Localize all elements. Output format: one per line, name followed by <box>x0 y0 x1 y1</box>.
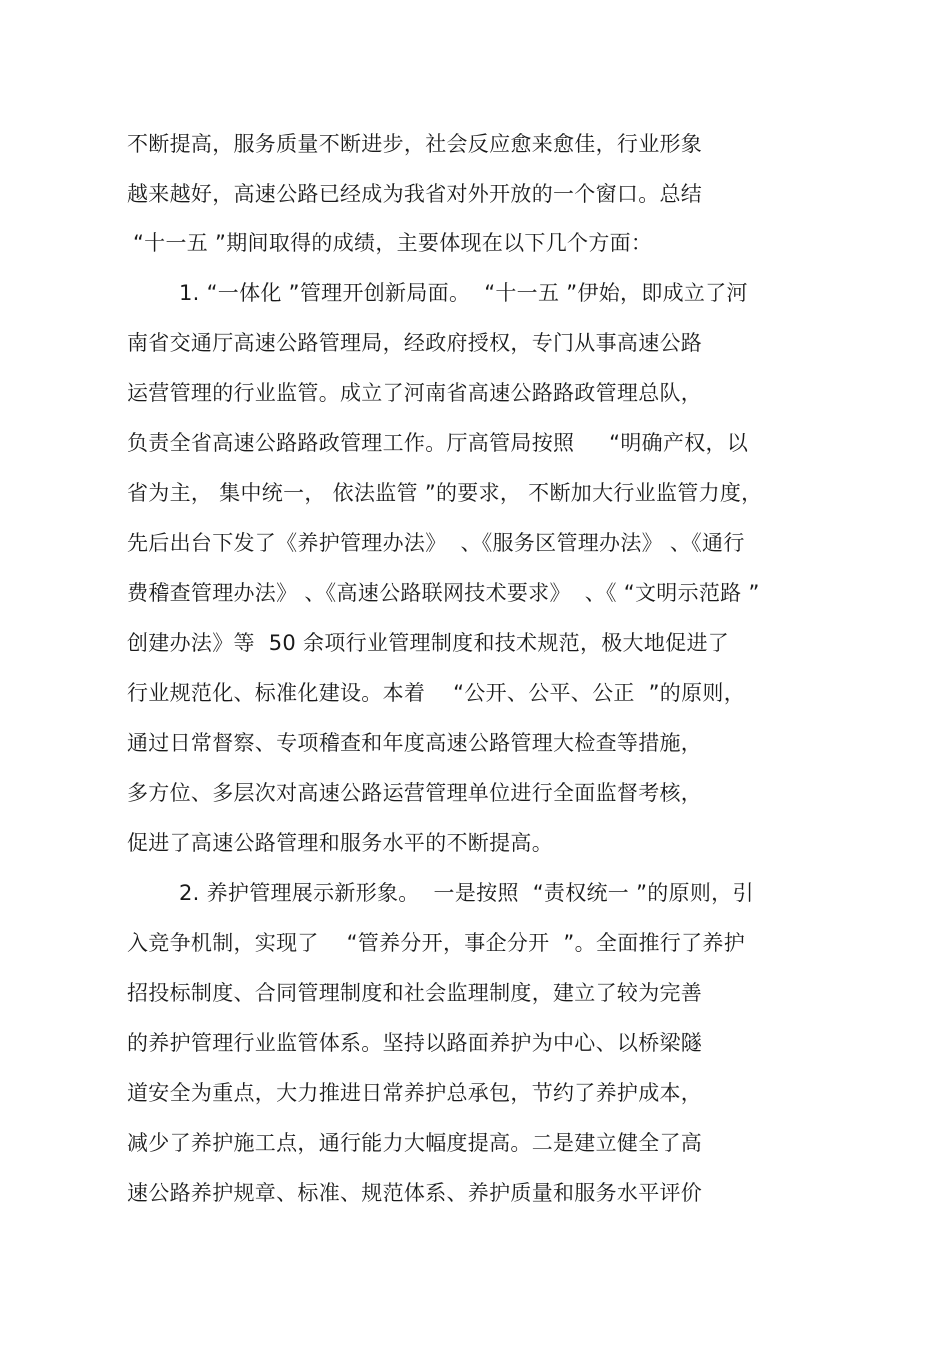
text-line: 行业规范化、标准化建设。本着 “公开、公平、公正 ”的原则， <box>127 681 746 705</box>
text-line: 多方位、多层次对高速公路运营管理单位进行全面监督考核， <box>127 781 703 805</box>
text-line: 入竞争机制，实现了 “管养分开，事企分开 ”。全面推行了养护 <box>127 931 746 955</box>
text-line: 负责全省高速公路路政管理工作。厅高管局按照 “明确产权，以 <box>127 431 749 455</box>
text-line: 运营管理的行业监管。成立了河南省高速公路路政管理总队， <box>127 381 703 405</box>
text-line: 速公路养护规章、标准、规范体系、养护质量和服务水平评价 <box>127 1181 703 1205</box>
text-line: 费稽查管理办法》 、《高速公路联网技术要求》 、《 “文明示范路 ” <box>127 581 760 605</box>
text-line: 创建办法》等 50 余项行业管理制度和技术规范，极大地促进了 <box>127 631 730 655</box>
text-line: “十一五 ”期间取得的成绩，主要体现在以下几个方面： <box>133 231 653 255</box>
text-line: 通过日常督察、专项稽查和年度高速公路管理大检查等措施， <box>127 731 703 755</box>
text-line: 不断提高，服务质量不断进步，社会反应愈来愈佳，行业形象 <box>127 132 703 156</box>
text-line: 省为主， 集中统一， 依法监管 ”的要求， 不断加大行业监管力度， <box>127 481 763 505</box>
text-line: 1. “一体化 ”管理开创新局面。 “十一五 ”伊始，即成立了河 <box>179 281 748 305</box>
text-line: 先后出台下发了《养护管理办法》 、《服务区管理办法》 、《通行 <box>127 531 745 555</box>
text-line: 2. 养护管理展示新形象。 一是按照 “责权统一 ”的原则，引 <box>179 881 754 905</box>
text-line: 招投标制度、合同管理制度和社会监理制度，建立了较为完善 <box>127 981 703 1005</box>
text-line: 的养护管理行业监管体系。坚持以路面养护为中心、以桥梁隧 <box>127 1031 703 1055</box>
text-line: 减少了养护施工点，通行能力大幅度提高。二是建立健全了高 <box>127 1131 703 1155</box>
text-line: 南省交通厅高速公路管理局，经政府授权，专门从事高速公路 <box>127 331 703 355</box>
text-line: 越来越好，高速公路已经成为我省对外开放的一个窗口。总结 <box>127 182 703 206</box>
text-line: 促进了高速公路管理和服务水平的不断提高。 <box>127 831 553 855</box>
text-line: 道安全为重点，大力推进日常养护总承包，节约了养护成本， <box>127 1081 703 1105</box>
